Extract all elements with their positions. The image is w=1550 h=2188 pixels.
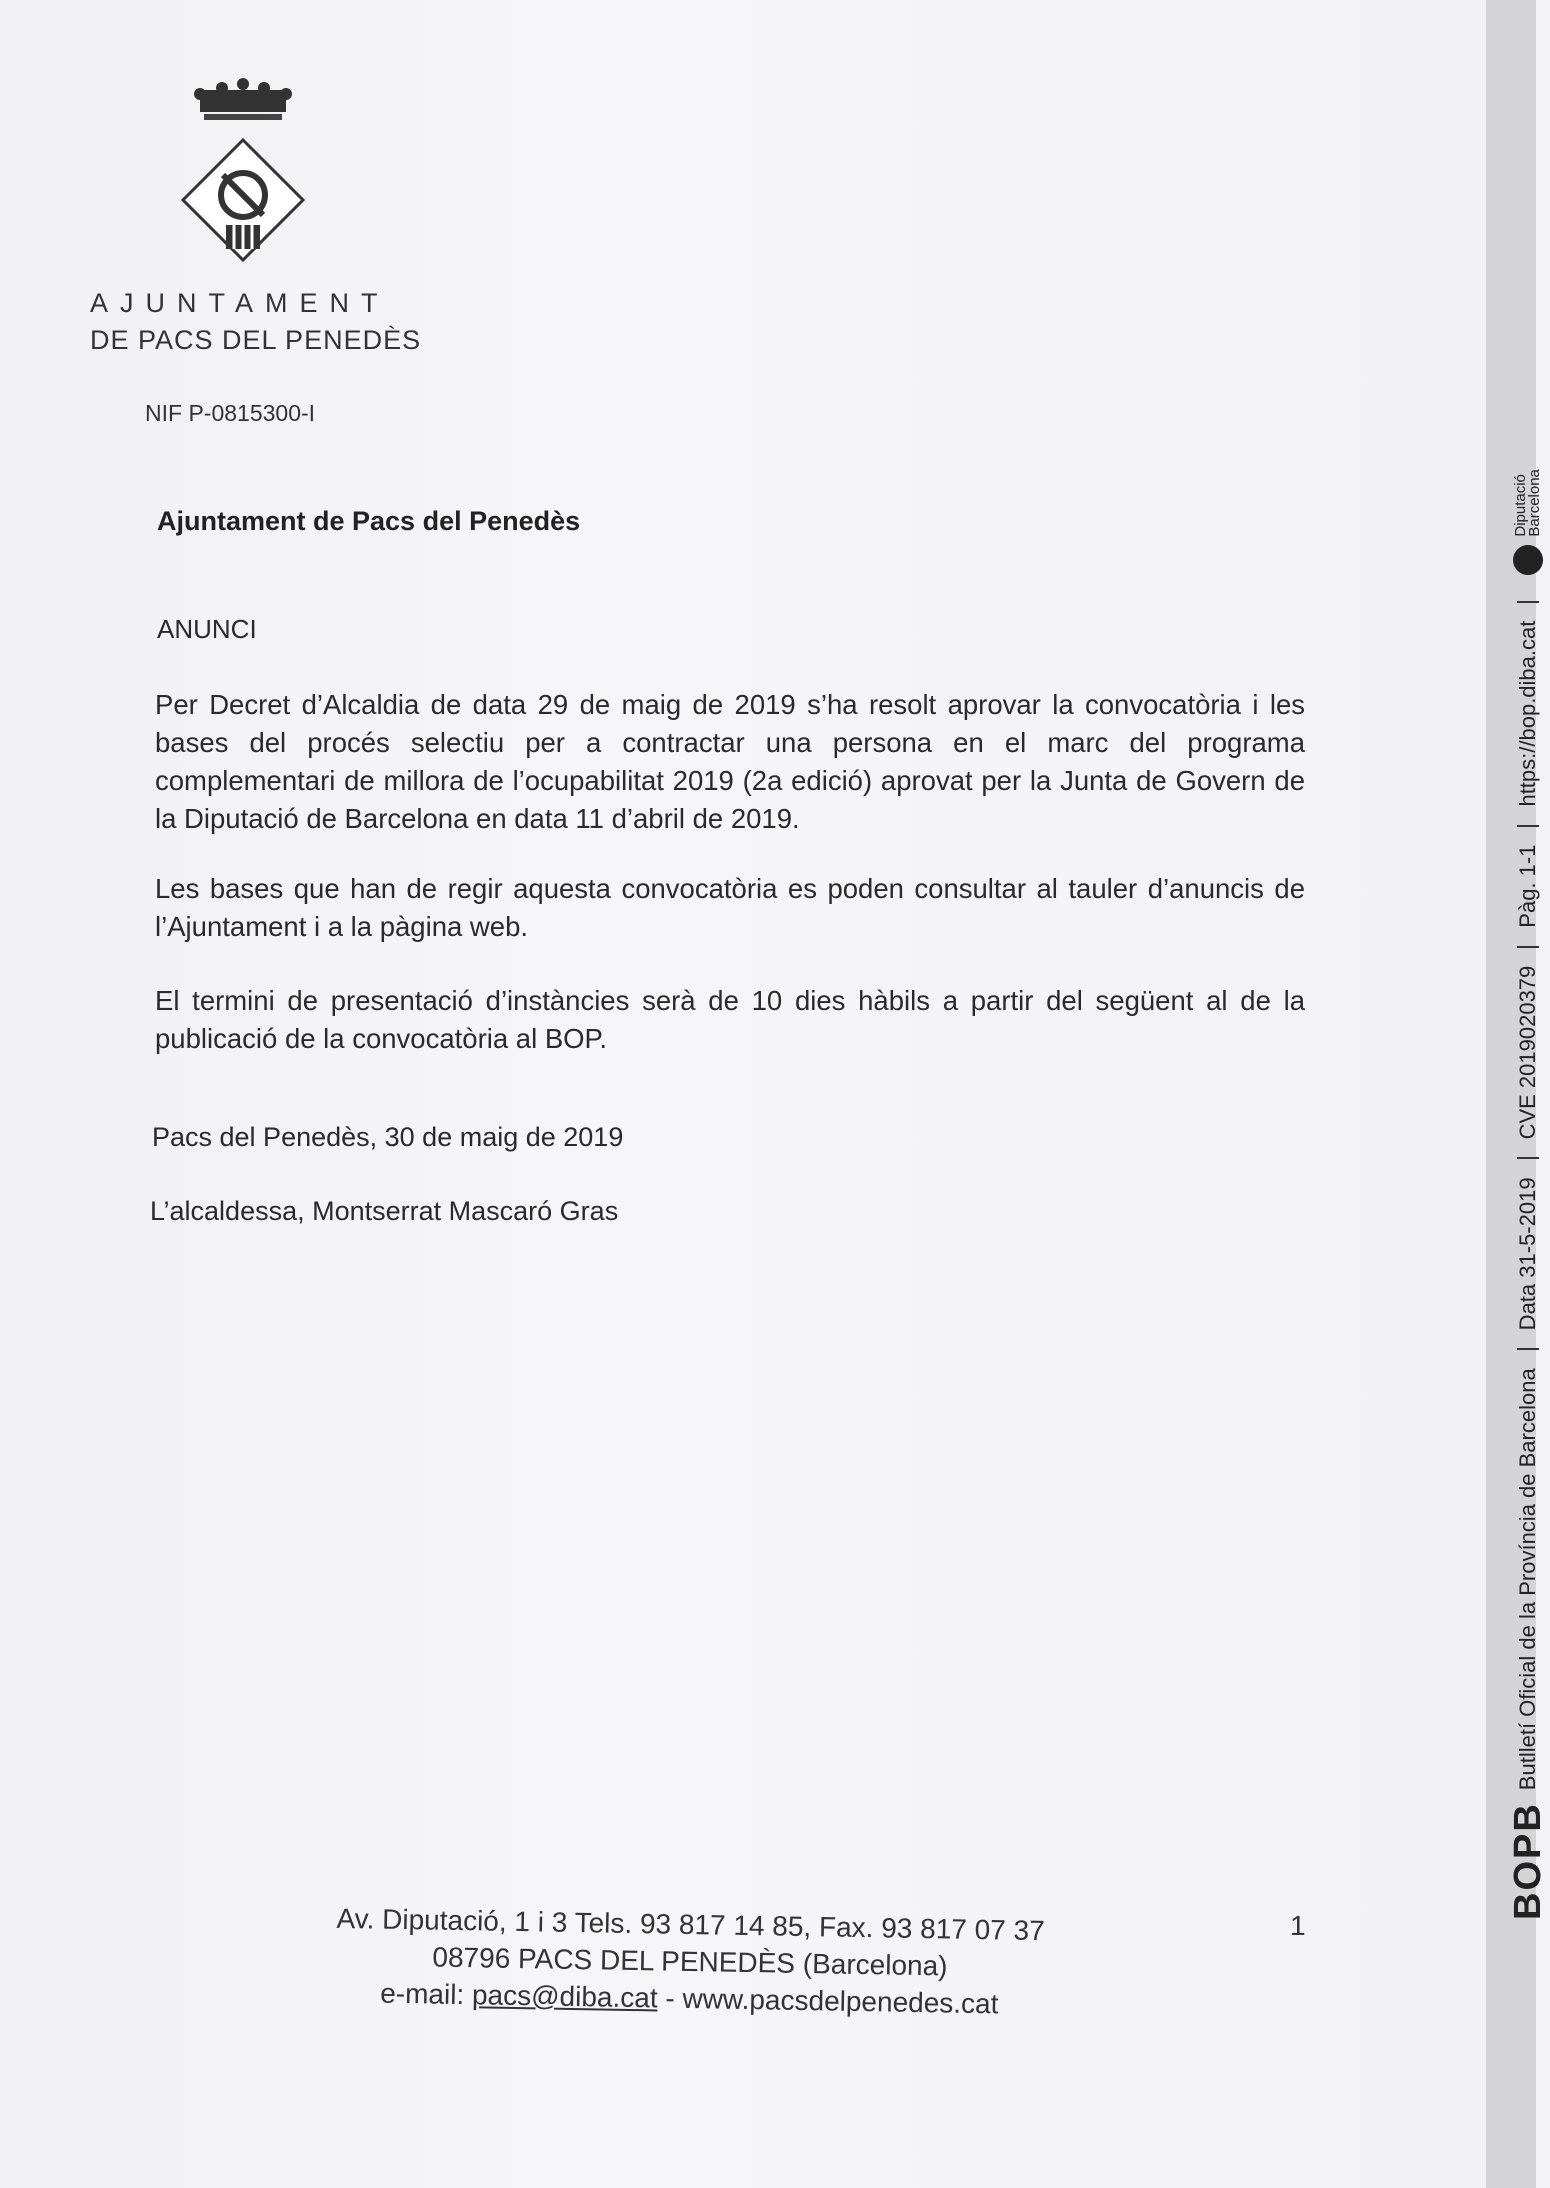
- issuer-line2: Barcelona: [1526, 469, 1543, 537]
- bop-page: Pàg. 1-1: [1515, 844, 1540, 928]
- bop-url[interactable]: https://bop.diba.cat: [1515, 620, 1540, 807]
- organization-name-line1: AJUNTAMENT: [90, 288, 390, 318]
- separator: [1517, 601, 1539, 603]
- email-link[interactable]: pacs@diba.cat: [471, 1979, 658, 2014]
- footer-address: Av. Diputació, 1 i 3 Tels. 93 817 14 85, Fax. 93 817 07 37: [336, 1902, 1045, 1947]
- separator: [1517, 825, 1539, 827]
- bop-publication-name: Butlletí Oficial de la Província de Barcelona: [1515, 1368, 1540, 1791]
- footer-city: 08796 PACS DEL PENEDÈS (Barcelona): [432, 1941, 948, 1982]
- organization-name-line2: DE PACS DEL PENEDÈS: [90, 325, 422, 355]
- paragraph-decree: Per Decret d’Alcaldia de data 29 de maig de 2019 s’ha resolt aprovar la convocatòria i les bases del procés selectiu per a contractar una persona en el marc del programa complementari de millora de l’ocupabilitat 2019 (2a edició) aprovat per la Junta de Govern de la Diputació de Barcelona en data 11 d’abril de 2019.: [155, 689, 1305, 834]
- document-heading: Ajuntament de Pacs del Penedès: [157, 506, 581, 536]
- email-label: e-mail:: [379, 1977, 465, 2011]
- issuer-name: [1514, 469, 1542, 537]
- bop-date: Data 31-5-2019: [1515, 1177, 1540, 1331]
- paragraph-deadline: El termini de presentació d’instàncies serà de 10 dies hàbils a partir del següent al de la publicació de la convocatòria al BOP.: [155, 985, 1305, 1054]
- bop-publication-band: [1506, 360, 1549, 1920]
- notice-title: ANUNCI: [157, 614, 257, 644]
- place-and-date: Pacs del Penedès, 30 de maig de 2019: [152, 1122, 624, 1152]
- separator: [1517, 1157, 1539, 1159]
- diputacio-logo-icon: [1513, 545, 1543, 575]
- tax-id: NIF P-0815300-I: [145, 400, 316, 426]
- footer-contact: [299, 1899, 1081, 2024]
- separator: [1517, 1348, 1539, 1350]
- bopb-logo: BOPB: [1506, 1802, 1549, 1920]
- signatory: L’alcaldessa, Montserrat Mascaró Gras: [150, 1196, 619, 1226]
- separator: [1517, 946, 1539, 948]
- municipal-crest-logo: [178, 70, 308, 270]
- website-link[interactable]: - www.pacsdelpenedes.cat: [665, 1982, 999, 2020]
- page-number: 1: [1290, 1910, 1306, 1941]
- bop-cve: CVE 2019020379: [1515, 965, 1540, 1140]
- issuer-line1: Diputació: [1512, 474, 1529, 537]
- paragraph-bases: Les bases que han de regir aquesta convocatòria es poden consultar al tauler d’anuncis de l’Ajuntament i a la pàgina web.: [155, 873, 1305, 942]
